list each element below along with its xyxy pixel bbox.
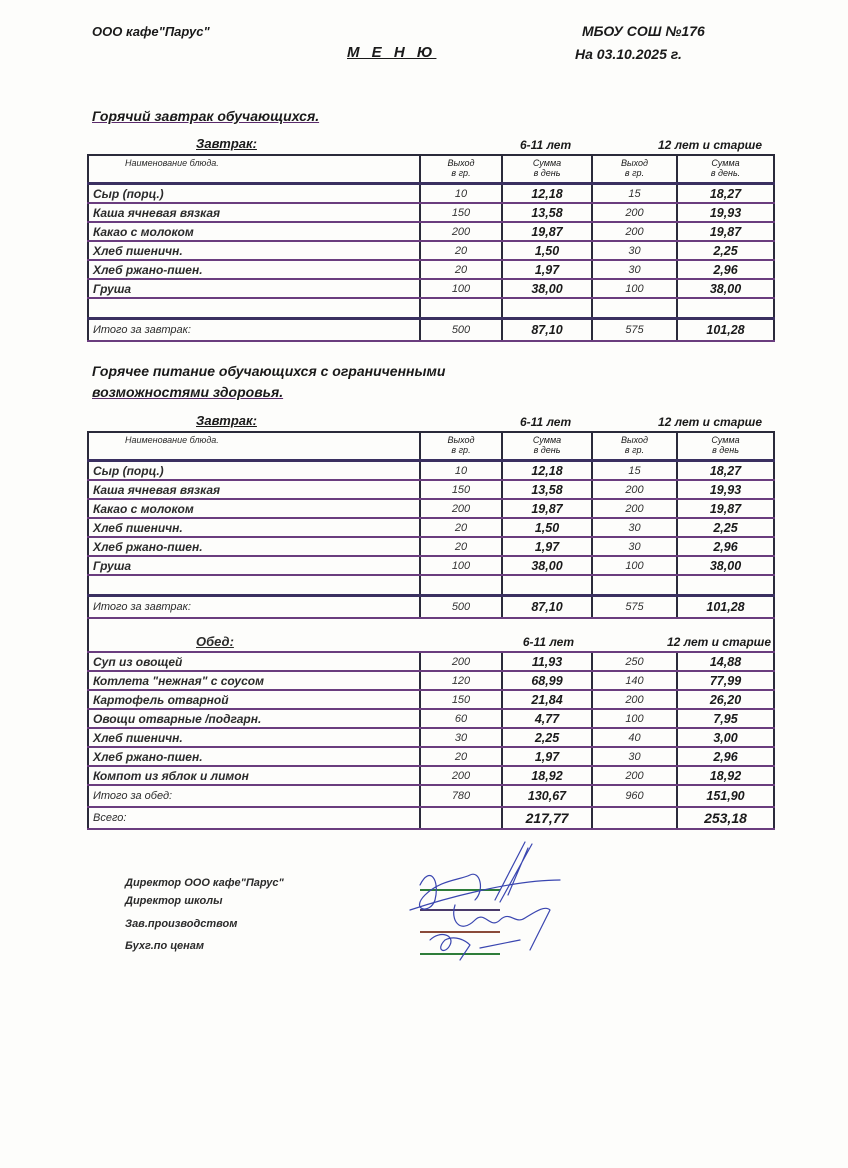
table-row xyxy=(88,671,774,690)
output-grams-1: 150 xyxy=(420,690,502,709)
output-grams-1: 200 xyxy=(420,499,502,518)
output-grams-2: 200 xyxy=(592,203,677,222)
table-row xyxy=(88,241,774,260)
output-grams-1: 200 xyxy=(420,652,502,671)
output-grams-2: 200 xyxy=(592,766,677,785)
price-1: 1,97 xyxy=(502,260,592,279)
table-row xyxy=(88,499,774,518)
signature-label-production-head: Зав.производством xyxy=(125,918,238,930)
column-header-output-2: Выход в гр. xyxy=(592,432,677,461)
dish-name: Хлеб ржано-пшен. xyxy=(88,747,420,766)
price-1: 1,50 xyxy=(502,241,592,260)
output-grams-1: 100 xyxy=(420,556,502,575)
section2-meal-label: Завтрак: xyxy=(196,413,257,428)
output-grams-2: 15 xyxy=(592,461,677,481)
signature-label-cafe-director: Директор ООО кафе"Парус" xyxy=(125,877,284,889)
table-row xyxy=(88,260,774,279)
total-label: Итого за завтрак: xyxy=(88,596,420,619)
output-grams-1: 10 xyxy=(420,461,502,481)
school-name: МБОУ СОШ №176 xyxy=(582,23,705,39)
price-2: 18,27 xyxy=(677,184,774,204)
table-row xyxy=(88,709,774,728)
table-row xyxy=(88,222,774,241)
dish-name: Хлеб пшеничн. xyxy=(88,241,420,260)
output-grams-2: 30 xyxy=(592,241,677,260)
price-2: 18,27 xyxy=(677,461,774,481)
dish-name: Какао с молоком xyxy=(88,222,420,241)
output-grams-2: 100 xyxy=(592,556,677,575)
total-grams-2: 960 xyxy=(592,785,677,807)
total-price-1: 87,10 xyxy=(502,596,592,619)
output-grams-1: 20 xyxy=(420,241,502,260)
price-1: 11,93 xyxy=(502,652,592,671)
table-row xyxy=(88,203,774,222)
price-1: 1,97 xyxy=(502,537,592,556)
price-2: 2,25 xyxy=(677,518,774,537)
price-1: 68,99 xyxy=(502,671,592,690)
price-1: 19,87 xyxy=(502,222,592,241)
price-2: 18,92 xyxy=(677,766,774,785)
dish-name: Хлеб ржано-пшен. xyxy=(88,537,420,556)
output-grams-1: 60 xyxy=(420,709,502,728)
column-header-output-1: Выход в гр. xyxy=(420,155,502,184)
table-row xyxy=(88,747,774,766)
price-2: 14,88 xyxy=(677,652,774,671)
column-header-output-1: Выход в гр. xyxy=(420,432,502,461)
table-row xyxy=(88,652,774,671)
price-1: 18,92 xyxy=(502,766,592,785)
price-2: 2,96 xyxy=(677,747,774,766)
output-grams-1: 20 xyxy=(420,537,502,556)
output-grams-1: 100 xyxy=(420,279,502,298)
grand-total-label: Всего: xyxy=(88,807,420,829)
table-row xyxy=(88,480,774,499)
price-2: 26,20 xyxy=(677,690,774,709)
output-grams-2: 30 xyxy=(592,260,677,279)
price-2: 19,87 xyxy=(677,499,774,518)
dish-name: Овощи отварные /подгарн. xyxy=(88,709,420,728)
output-grams-1: 20 xyxy=(420,260,502,279)
price-2: 2,25 xyxy=(677,241,774,260)
total-price-2: 101,28 xyxy=(677,319,774,342)
section2-age-group-2: 12 лет и старше xyxy=(658,415,763,429)
output-grams-1: 150 xyxy=(420,203,502,222)
total-grams-1: 500 xyxy=(420,596,502,619)
table-row xyxy=(88,279,774,298)
price-1: 1,50 xyxy=(502,518,592,537)
section1-age-group-1: 6-11 лет xyxy=(520,138,572,152)
total-grams-1: 500 xyxy=(420,319,502,342)
output-grams-2: 250 xyxy=(592,652,677,671)
table-header-row xyxy=(88,432,774,461)
column-header-sum-1: Сумма в день xyxy=(502,432,592,461)
output-grams-2: 200 xyxy=(592,499,677,518)
dish-name: Хлеб пшеничн. xyxy=(88,728,420,747)
dish-name: Какао с молоком xyxy=(88,499,420,518)
grand-total-row xyxy=(88,807,774,829)
handwritten-signatures xyxy=(400,840,570,970)
price-1: 2,25 xyxy=(502,728,592,747)
column-header-sum-1: Сумма в день xyxy=(502,155,592,184)
price-1: 4,77 xyxy=(502,709,592,728)
total-price-2: 101,28 xyxy=(677,596,774,619)
blank-row xyxy=(88,298,774,319)
table-header-row xyxy=(88,155,774,184)
output-grams-1: 200 xyxy=(420,766,502,785)
lunch-age-group-2: 12 лет и старше xyxy=(666,635,771,649)
signature-label-school-director: Директор школы xyxy=(125,895,223,907)
lunch-meal-label: Обед: xyxy=(196,634,234,649)
signature-label-accountant: Бухг.по ценам xyxy=(125,940,204,952)
output-grams-2: 30 xyxy=(592,537,677,556)
menu-date: На 03.10.2025 г. xyxy=(575,46,682,62)
price-1: 38,00 xyxy=(502,279,592,298)
table-row xyxy=(88,690,774,709)
section2-age-group-1: 6-11 лет xyxy=(520,415,572,429)
total-price-1: 130,67 xyxy=(502,785,592,807)
output-grams-2: 40 xyxy=(592,728,677,747)
price-1: 13,58 xyxy=(502,203,592,222)
dish-name: Картофель отварной xyxy=(88,690,420,709)
price-1: 13,58 xyxy=(502,480,592,499)
output-grams-2: 140 xyxy=(592,671,677,690)
total-grams-2: 575 xyxy=(592,596,677,619)
dish-name: Груша xyxy=(88,279,420,298)
output-grams-2: 200 xyxy=(592,480,677,499)
price-1: 1,97 xyxy=(502,747,592,766)
total-price-1: 87,10 xyxy=(502,319,592,342)
total-price-2: 151,90 xyxy=(677,785,774,807)
dish-name: Хлеб ржано-пшен. xyxy=(88,260,420,279)
output-grams-2: 30 xyxy=(592,747,677,766)
output-grams-1: 30 xyxy=(420,728,502,747)
output-grams-1: 20 xyxy=(420,747,502,766)
dish-name: Каша ячневая вязкая xyxy=(88,480,420,499)
column-header-name: Наименование блюда. xyxy=(88,155,420,184)
output-grams-1: 20 xyxy=(420,518,502,537)
price-2: 19,87 xyxy=(677,222,774,241)
output-grams-2: 15 xyxy=(592,184,677,204)
grand-total-price-2: 253,18 xyxy=(677,807,774,829)
lunch-total-row xyxy=(88,785,774,807)
output-grams-1: 200 xyxy=(420,222,502,241)
output-grams-1: 10 xyxy=(420,184,502,204)
price-1: 21,84 xyxy=(502,690,592,709)
section1-title: Горячий завтрак обучающихся. xyxy=(92,108,320,124)
section2-title-line1: Горячее питание обучающихся с ограниченными xyxy=(92,363,446,379)
total-grams-2: 575 xyxy=(592,319,677,342)
table-row xyxy=(88,728,774,747)
total-label: Итого за завтрак: xyxy=(88,319,420,342)
section2-title-line2: возможностями здоровья. xyxy=(92,384,284,400)
output-grams-2: 200 xyxy=(592,222,677,241)
output-grams-2: 200 xyxy=(592,690,677,709)
output-grams-1: 150 xyxy=(420,480,502,499)
table-row xyxy=(88,184,774,204)
table-row xyxy=(88,537,774,556)
price-2: 2,96 xyxy=(677,537,774,556)
table-row xyxy=(88,556,774,575)
price-2: 19,93 xyxy=(677,203,774,222)
dish-name: Сыр (порц.) xyxy=(88,461,420,481)
price-2: 38,00 xyxy=(677,556,774,575)
column-header-sum-2: Сумма в день xyxy=(677,432,774,461)
lunch-age-group-1: 6-11 лет xyxy=(522,635,574,649)
column-header-output-2: Выход в гр. xyxy=(592,155,677,184)
dish-name: Суп из овощей xyxy=(88,652,420,671)
price-1: 12,18 xyxy=(502,184,592,204)
table-row xyxy=(88,766,774,785)
price-2: 2,96 xyxy=(677,260,774,279)
total-row xyxy=(88,596,774,619)
company-name: ООО кафе"Парус" xyxy=(92,24,210,39)
table-row xyxy=(88,518,774,537)
total-label: Итого за обед: xyxy=(88,785,420,807)
breakfast-lunch-table-2 xyxy=(87,431,775,830)
output-grams-1: 120 xyxy=(420,671,502,690)
table-row xyxy=(88,461,774,481)
breakfast-table-1 xyxy=(87,154,775,342)
grand-total-price-1: 217,77 xyxy=(502,807,592,829)
price-1: 19,87 xyxy=(502,499,592,518)
total-row xyxy=(88,319,774,342)
dish-name: Сыр (порц.) xyxy=(88,184,420,204)
section1-age-group-2: 12 лет и старше xyxy=(658,138,763,152)
total-grams-1: 780 xyxy=(420,785,502,807)
output-grams-2: 100 xyxy=(592,709,677,728)
price-2: 77,99 xyxy=(677,671,774,690)
dish-name: Котлета "нежная" с соусом xyxy=(88,671,420,690)
dish-name: Компот из яблок и лимон xyxy=(88,766,420,785)
output-grams-2: 100 xyxy=(592,279,677,298)
price-1: 38,00 xyxy=(502,556,592,575)
price-2: 38,00 xyxy=(677,279,774,298)
dish-name: Каша ячневая вязкая xyxy=(88,203,420,222)
price-2: 3,00 xyxy=(677,728,774,747)
dish-name: Хлеб пшеничн. xyxy=(88,518,420,537)
page-title: М Е Н Ю xyxy=(347,44,437,61)
column-header-sum-2: Сумма в день. xyxy=(677,155,774,184)
price-1: 12,18 xyxy=(502,461,592,481)
price-2: 19,93 xyxy=(677,480,774,499)
lunch-subheader-row xyxy=(88,618,774,652)
dish-name: Груша xyxy=(88,556,420,575)
section1-meal-label: Завтрак: xyxy=(196,136,257,151)
column-header-name: Наименование блюда. xyxy=(88,432,420,461)
output-grams-2: 30 xyxy=(592,518,677,537)
price-2: 7,95 xyxy=(677,709,774,728)
blank-row xyxy=(88,575,774,596)
